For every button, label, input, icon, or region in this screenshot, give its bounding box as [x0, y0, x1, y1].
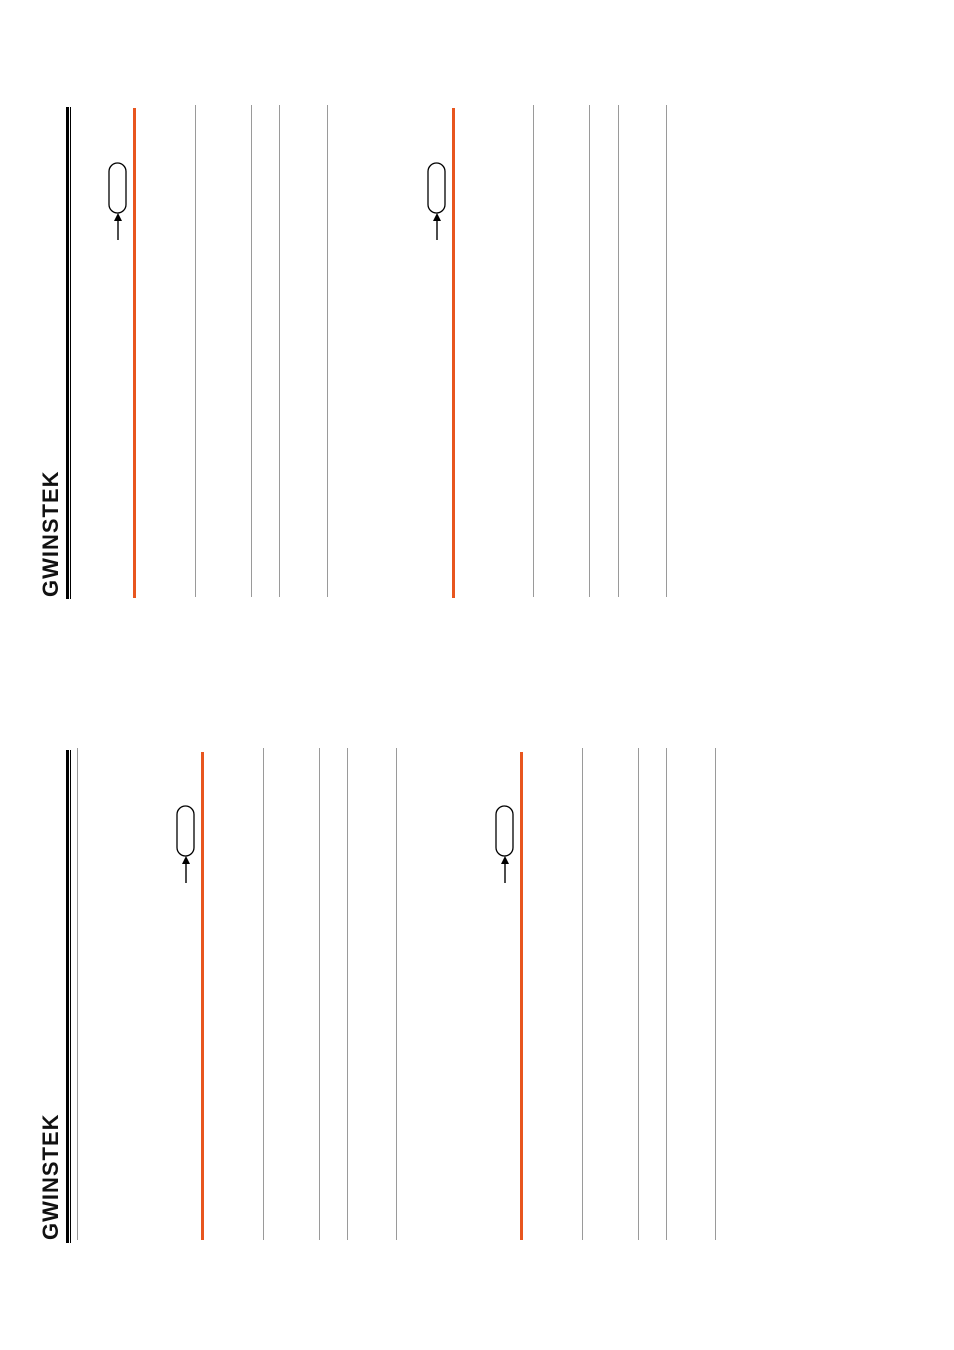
brand-logo-top: GWINSTEK [38, 470, 63, 597]
table-rule-d3 [666, 748, 667, 1240]
header-rule-bottom [66, 750, 69, 1243]
table-rule-d1 [582, 748, 583, 1240]
margin-rule-bottom [77, 748, 78, 1240]
table-rule-c4 [396, 748, 397, 1240]
table-rule-d2 [638, 748, 639, 1240]
table-rule-c1 [263, 748, 264, 1240]
table-rule-c2 [319, 748, 320, 1240]
section-accent-rule-c [201, 752, 204, 1240]
section-accent-rule-d [520, 752, 523, 1240]
table-rule-d4 [715, 748, 716, 1240]
callout-icon [174, 803, 198, 887]
header-subrule-bottom [70, 750, 71, 1243]
callout-icon [493, 803, 517, 887]
table-rule-c3 [347, 748, 348, 1240]
brand-logo-bottom: GWINSTEK [38, 1113, 63, 1240]
